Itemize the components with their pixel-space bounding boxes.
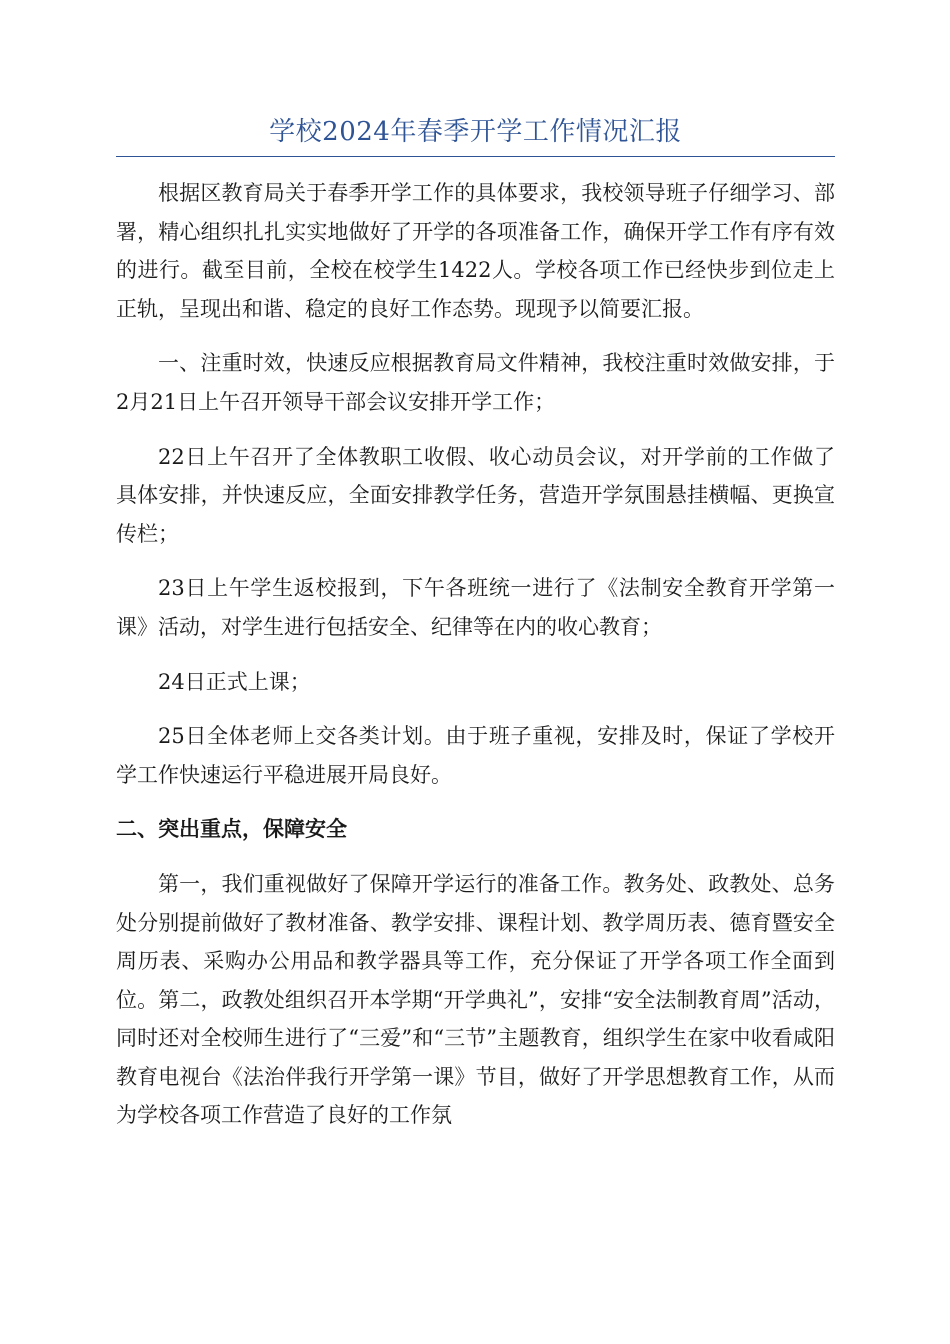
paragraph-day-25: 25日全体老师上交各类计划。由于班子重视，安排及时，保证了学校开学工作快速运行平稳进展开局良好。: [116, 724, 835, 787]
section-heading: 二、突出重点，保障安全: [116, 817, 347, 842]
document-body: [116, 174, 835, 1151]
paragraph-day-23: 23日上午学生返校报到，下午各班统一进行了《法制安全教育开学第一课》活动，对学生进行包括安全、纪律等在内的收心教育；: [116, 576, 835, 639]
paragraph-intro: 根据区教育局关于春季开学工作的具体要求，我校领导班子仔细学习、部署，精心组织扎扎实实地做好了开学的各项准备工作，确保开学工作有序有效的进行。截至目前，全校在校学生1422人。学校各项工作已经快步到位走上正轨，呈现出和谐、稳定的良好工作态势。现现予以简要汇报。: [116, 181, 835, 321]
title-block: [116, 112, 835, 157]
document-title: 学校2024年春季开学工作情况汇报: [269, 117, 682, 147]
paragraph-section-one: 一、注重时效，快速反应根据教育局文件精神，我校注重时效做安排，于2月21日上午召开领导干部会议安排开学工作；: [116, 351, 835, 414]
paragraph-section-two: 第一，我们重视做好了保障开学运行的准备工作。教务处、政教处、总务处分别提前做好了教材准备、教学安排、课程计划、教学周历表、德育暨安全周历表、采购办公用品和教学器具等工作，充分保证了开学各项工作全面到位。第二，政教处组织召开本学期“开学典礼”，安排“安全法制教育周”活动，同时还对全校师生进行了“三爱”和“三节”主题教育，组织学生在家中收看咸阳教育电视台《法治伴我行开学第一课》节目，做好了开学思想教育工作，从而为学校各项工作营造了良好的工作氛: [116, 871, 835, 1128]
paragraph-day-22: 22日上午召开了全体教职工收假、收心动员会议，对开学前的工作做了具体安排，并快速反应，全面安排教学任务，营造开学氛围悬挂横幅、更换宣传栏；: [116, 444, 835, 546]
paragraph-day-24: 24日正式上课；: [158, 669, 311, 694]
